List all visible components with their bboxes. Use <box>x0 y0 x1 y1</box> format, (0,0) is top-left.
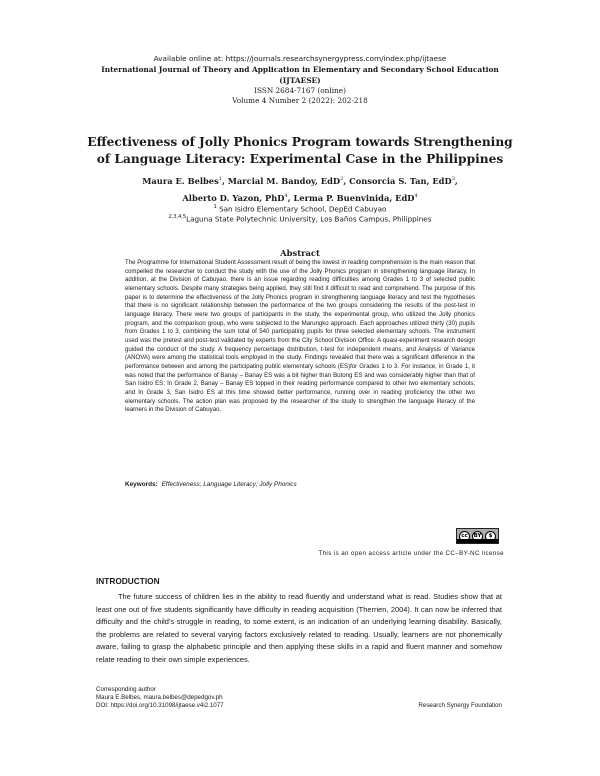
corresponding-author-label: Corresponding author <box>96 686 156 693</box>
by-icon: BY <box>472 531 483 542</box>
publisher: Research Synergy Foundation <box>418 702 502 709</box>
keywords-label: Keywords: <box>125 481 158 488</box>
nc-icon: $ <box>485 531 496 542</box>
introduction-paragraph: The future success of children lies in the ability to read fluently and understand what is read. Studies show that at least one out of five students significantly have difficulty in reading acquisition (Therrien, 2004). It can now be inferred that difficulty and the child's struggle in reading, to some extent, is an indication of an underlying learning disability. Basically, the problems are related to several varying factors exclusively related to reading. Usually, learners are not phonemically aware, failing to grasp the alphabetic principle and then applying these skills in a rapid and fluent manner and somehow relate reading to their own simple experiences. <box>96 592 502 664</box>
journal-acronym: (IJTAESE) <box>279 76 321 85</box>
availability-line: Available online at: https://journals.researchsynergypress.com/index.php/ijtaese <box>153 54 447 63</box>
section-heading: INTRODUCTION <box>96 576 160 586</box>
author: Maura E. Belbes$^1$, <box>142 175 228 186</box>
volume-line: Volume 4 Number 2 (2022): 202-218 <box>232 96 368 105</box>
author-list <box>90 172 510 206</box>
abstract-heading: Abstract <box>280 248 320 258</box>
author: Lerma P. Buenvinida, EdD$^4$ <box>293 192 418 203</box>
corresponding-author-email: Maura E.Belbes, maura.belbes@depedgov.ph <box>96 694 223 701</box>
cc-icon: cc <box>459 531 470 542</box>
cc-license-badge-icon[interactable] <box>456 528 499 544</box>
issn-line: ISSN 2684-7167 (online) <box>254 86 346 95</box>
abstract-text: The Programme for International Student Assessment result of being the lowest in reading comprehension is the main reason that compelled the researcher to conduct the study with the use of the Jolly Phonics program in strengthening language literacy. In addition, at the Division of Cabuyao, there is an issue regarding reading difficulties among Grades 1 to 3 of selected public elementary schools. Despite many strategies being applied, they still find it difficult to read and comprehend. The purpose of this paper is to determine the effectiveness of the Jolly Phonics program in strengthening language literacy and test the hypotheses that there is no significant relationship between the performance of the two groups considering the results of the post-test in language literacy. There were two groups of participants in the study, the experimental group, who utilized the Jolly phonics program, and the comparison group, who were subjected to the Marungko approach. Each approaches utilized thirty (30) pupils from Grades 1 to 3, combining the sum total of 540 participating pupils for three selected elementary schools. The instrument used was the pretest and post-test validated by experts from the City School Division Office. A quasi-experiment research design guided the conduct of the study. A frequency percentage distribution, t-test for independent means, and Analysis of Variance (ANOVA) were among the statistical tools employed in the study. Findings revealed that there was a significant difference in the performance between and among the participating public elementary schools (ES)for Grades 1 to 3. For instance, in Grade 1, it was noted that the performance of Banay – Banay ES was a bit higher than Butong ES and was considerably higher than that of San Isidro ES; In Grade 2, Banay – Banay ES topped in their reading performance compared to other two elementary schools; and In Grade 3, San Isidro ES at this time showed better performance, running over in reading proficiency the other two elementary schools. The action plan was proposed by the researcher of the study to strengthen the language literacy of the learners in the Division of Cabuyao. <box>125 259 475 414</box>
author: Consorcia S. Tan, EdD$^3$, <box>349 175 458 186</box>
author: Alberto D. Yazon, PhD$^4$, <box>182 192 294 203</box>
journal-name <box>60 64 540 86</box>
license-text: This is an open access article under the CC–BY-NC license <box>318 550 504 557</box>
journal-title: International Journal of Theory and Application in Elementary and Secondary School Education <box>101 65 499 74</box>
author: Marcial M. Bandoy, EdD$^2$, <box>227 175 350 186</box>
affiliation: $^{2,3,4,5}$Laguna State Polytechnic University, Los Baños Campus, Philippines <box>168 214 432 224</box>
keywords <box>125 481 297 488</box>
paper-title: Effectiveness of Jolly Phonics Program towards Strengthening of Language Literacy: Experimental Case in the Philippines <box>87 135 513 166</box>
doi-link[interactable]: DOI: https://doi.org/10.31098/ijtaese.v4i2.1077 <box>96 702 224 709</box>
keywords-value: Effectiveness; Language Literacy; Jolly Phonics <box>161 481 297 488</box>
affiliation: $^1$ San Isidro Elementary School, DepEd Cabuyao <box>213 204 387 214</box>
